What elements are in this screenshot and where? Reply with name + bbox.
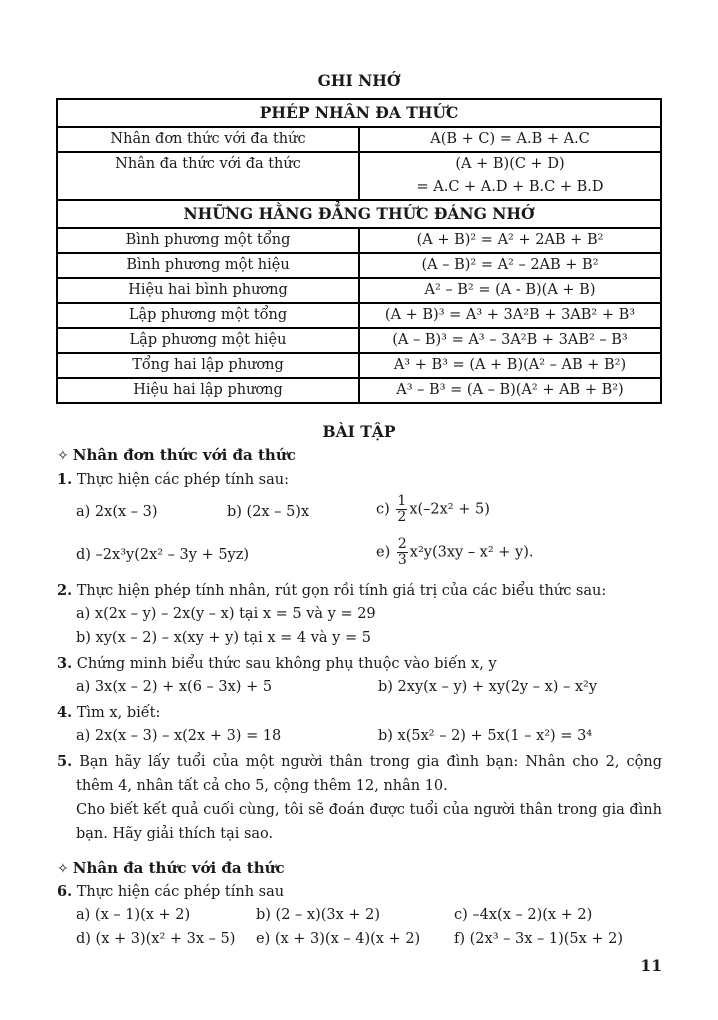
section-header-identities: NHỮNG HẰNG ĐẲNG THỨC ĐÁNG NHỚ — [57, 200, 661, 228]
question-number: 2. — [57, 582, 73, 599]
question-6 — [57, 883, 284, 900]
q2-item-a: a) x(2x – y) – 2x(y – x) tại x = 5 và y = 29 — [76, 606, 376, 622]
table-row — [57, 152, 661, 200]
table-row — [57, 228, 661, 253]
fraction — [396, 494, 407, 525]
section-heading-polynomial — [57, 859, 285, 877]
question-4 — [57, 704, 160, 721]
identity-formula: (A – B)² = A² – 2AB + B² — [359, 253, 661, 278]
rule-label: Nhân đa thức với đa thức — [57, 152, 359, 200]
q6-item-e: e) (x + 3)(x – 4)(x + 2) — [256, 931, 421, 947]
q1-item-b: b) (2x – 5)x — [227, 504, 310, 520]
q4-item-a: a) 2x(x – 3) – x(2x + 3) = 18 — [76, 728, 282, 744]
identity-formula: (A + B)² = A² + 2AB + B² — [359, 228, 661, 253]
table-row — [57, 303, 661, 328]
question-2 — [57, 582, 606, 599]
question-number: 6. — [57, 883, 73, 900]
identity-label: Bình phương một hiệu — [57, 253, 359, 278]
question-text: Bạn hãy lấy tuổi của một người thân trong gia đình bạn: Nhân cho 2, cộng thêm 4, nhân tất cả cho 5, cộng thêm 12, nhân 10. — [76, 754, 663, 794]
star-bullet-icon: ✧ — [57, 448, 69, 464]
exercises-title: BÀI TẬP — [322, 422, 396, 441]
identity-formula: A² – B² = (A - B)(A + B) — [359, 278, 661, 303]
q6-item-f: f) (2x³ – 3x – 1)(5x + 2) — [454, 931, 624, 947]
identity-label: Lập phương một hiệu — [57, 328, 359, 353]
question-text: Thực hiện phép tính nhân, rút gọn rồi tính giá trị của các biểu thức sau: — [76, 583, 607, 599]
table-row — [57, 127, 661, 152]
question-number: 5. — [57, 753, 73, 770]
rule-formula: A(B + C) = A.B + A.C — [359, 127, 661, 152]
q6-item-a: a) (x – 1)(x + 2) — [76, 907, 191, 923]
identity-formula: A³ – B³ = (A – B)(A² + AB + B²) — [359, 378, 661, 403]
section-heading-text: Nhân đơn thức với đa thức — [72, 446, 296, 464]
q1-item-a: a) 2x(x – 3) — [76, 504, 158, 520]
identity-label: Hiệu hai lập phương — [57, 378, 359, 403]
question-number: 3. — [57, 655, 73, 672]
fraction-numerator: 2 — [397, 536, 407, 552]
fraction-numerator: 1 — [397, 493, 407, 509]
question-number: 4. — [57, 704, 73, 721]
q1-item-e — [376, 537, 534, 568]
q6-item-d: d) (x + 3)(x² + 3x – 5) — [76, 931, 236, 947]
question-text-continued: Cho biết kết quả cuối cùng, tôi sẽ đoán được tuổi của người thân trong gia đình bạn. Hãy giải thích tại sao. — [76, 802, 662, 842]
identity-label: Bình phương một tổng — [57, 228, 359, 253]
question-5 — [57, 750, 662, 846]
identity-label: Hiệu hai bình phương — [57, 278, 359, 303]
identity-formula: (A + B)³ = A³ + 3A²B + 3AB² + B³ — [359, 303, 661, 328]
memo-table — [56, 98, 662, 404]
table-row — [57, 328, 661, 353]
table-row — [57, 353, 661, 378]
section-heading-text: Nhân đa thức với đa thức — [72, 859, 285, 877]
fraction — [397, 537, 408, 568]
question-text: Thực hiện các phép tính sau — [76, 884, 285, 900]
q3-item-b: b) 2xy(x – y) + xy(2y – x) – x²y — [378, 679, 598, 695]
identity-label: Lập phương một tổng — [57, 303, 359, 328]
question-1 — [57, 471, 289, 488]
fraction-denominator: 3 — [397, 552, 407, 568]
q6-item-c: c) –4x(x – 2)(x + 2) — [454, 907, 593, 923]
star-bullet-icon: ✧ — [57, 861, 69, 877]
formula-line-1: (A + B)(C + D) — [455, 156, 565, 172]
table-row — [57, 278, 661, 303]
rule-label: Nhân đơn thức với đa thức — [57, 127, 359, 152]
question-number: 1. — [57, 471, 73, 488]
section-header-polynomial-multiplication: PHÉP NHÂN ĐA THỨC — [57, 99, 661, 127]
table-row — [57, 253, 661, 278]
q1-item-d: d) –2x³y(2x² – 3y + 5yz) — [76, 547, 250, 563]
item-label: c) — [376, 501, 390, 518]
rule-formula — [359, 152, 661, 200]
item-expression: x²y(3xy – x² + y). — [409, 544, 534, 561]
question-3 — [57, 655, 497, 672]
q2-item-b: b) xy(x – 2) – x(xy + y) tại x = 4 và y = 5 — [76, 630, 371, 646]
section-heading-monomial — [57, 446, 296, 464]
page-number: 11 — [640, 956, 662, 975]
memo-title: GHI NHỚ — [317, 71, 401, 90]
formula-line-2: = A.C + A.D + B.C + B.D — [416, 179, 604, 195]
question-text: Tìm x, biết: — [76, 705, 161, 721]
table-row — [57, 378, 661, 403]
q4-item-b: b) x(5x² – 2) + 5x(1 – x²) = 3⁴ — [378, 728, 593, 744]
q1-item-c — [376, 494, 490, 525]
identity-label: Tổng hai lập phương — [57, 353, 359, 378]
q3-item-a: a) 3x(x – 2) + x(6 – 3x) + 5 — [76, 679, 273, 695]
question-text: Thực hiện các phép tính sau: — [76, 472, 289, 488]
question-text: Chứng minh biểu thức sau không phụ thuộc vào biến x, y — [76, 656, 497, 672]
q6-item-b: b) (2 – x)(3x + 2) — [256, 907, 381, 923]
identity-formula: (A – B)³ = A³ – 3A²B + 3AB² – B³ — [359, 328, 661, 353]
item-label: e) — [376, 544, 391, 561]
identity-formula: A³ + B³ = (A + B)(A² – AB + B²) — [359, 353, 661, 378]
fraction-denominator: 2 — [397, 509, 407, 525]
item-expression: x(–2x² + 5) — [409, 501, 490, 518]
